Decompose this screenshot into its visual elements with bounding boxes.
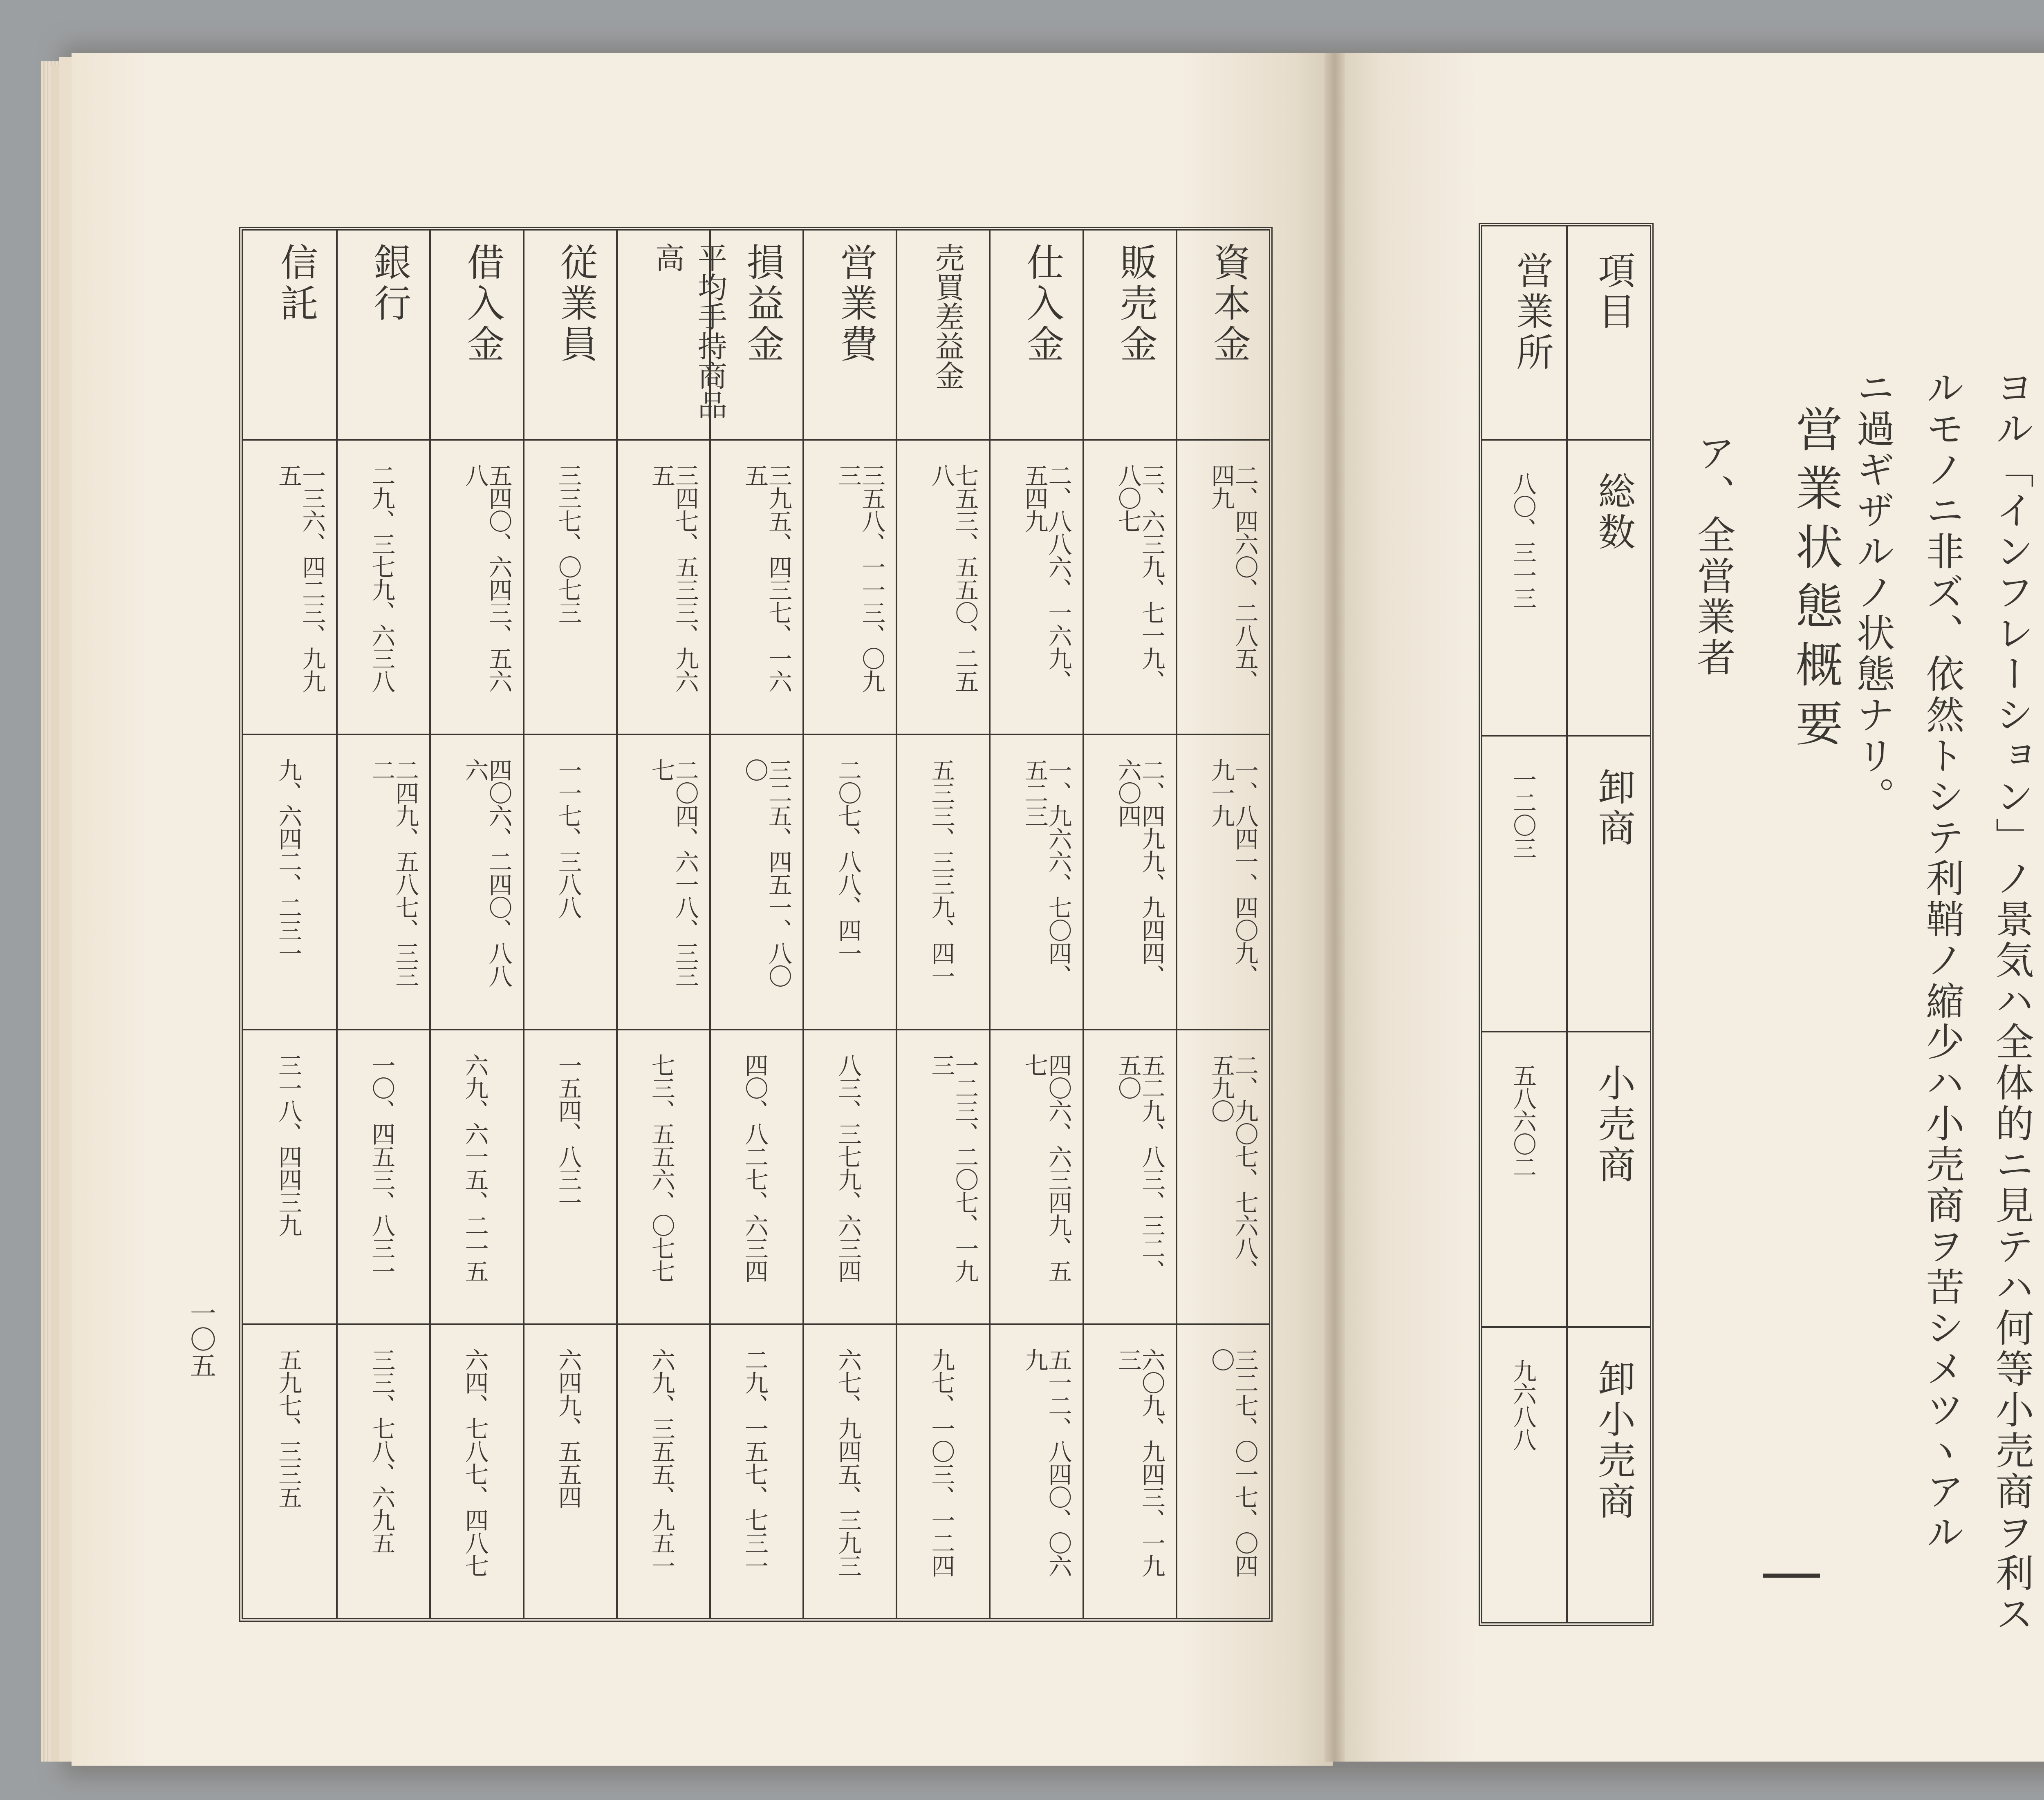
table-header-rule [243,439,1269,441]
table-column-rule [616,231,618,1618]
small-table-row-rule [1482,735,1650,737]
table-cell: 七三、五五六、〇七七 [647,1053,675,1282]
table-cell: 三二七、〇一七、〇四〇 [1207,1348,1259,1577]
small-table-row-label: 営業所 [1510,251,1554,374]
small-table-value: 一二〇三 [1509,767,1537,859]
table-cell: 二、四六〇、二八五、四九 [1207,463,1259,692]
table-cell: 五一二、八四〇、〇六九 [1020,1348,1072,1577]
small-table-column-heading: 総数 [1592,472,1636,553]
table-cell: 二〇七、八八、四一 [834,758,862,965]
table-cell: 一、八四一、四〇九、九一九 [1207,758,1259,987]
table-row-label: 仕入金 [1020,243,1065,365]
table-cell: 一三六、四二三、九九五 [274,463,326,692]
ink-dash [1763,1574,1820,1578]
table-cell: 一二三、二〇七、一九三 [927,1053,979,1282]
table-cell: 一一七、三八八 [554,758,582,919]
small-table-column-heading: 卸商 [1592,767,1636,849]
table-row-label: 信託 [274,243,318,325]
table-cell: 三一八、四四三九 [274,1053,303,1236]
table-row-label: 販売金 [1114,243,1158,365]
table-row-label: 売買差益金 [930,243,965,390]
small-table-row-rule [1482,1031,1650,1032]
small-table-column-heading: 小売商 [1592,1063,1636,1186]
table-row-label: 資本金 [1207,243,1251,365]
financial-table [239,227,1273,1622]
table-row-label: 銀行 [368,243,412,325]
table-cell: 五二九、八三、三二、五〇 [1114,1053,1165,1282]
table-cell: 三五八、一一三、〇九三 [834,463,886,692]
subsection-heading: ア、全営業者 [1690,433,1735,678]
table-cell: 六九、三五五、九五一 [647,1348,675,1577]
small-table-divider [1566,226,1568,1622]
table-cell: 二九、一五七、七三一 [741,1348,769,1577]
table-column-rule [802,231,804,1618]
business-summary-table [1479,223,1654,1626]
table-cell: 九、六四二、二三一 [274,758,303,965]
table-cell: 二四九、五八七、三三二 [368,758,419,987]
table-cell: 六〇九、九四三、一九三 [1114,1348,1165,1577]
table-row-rule [243,1029,1269,1030]
table-cell: 六七、九四五、三九三 [834,1348,862,1577]
table-cell: 一〇、四五三、八三一 [368,1053,396,1282]
table-cell: 六四九、五五四 [554,1348,582,1508]
section-title: 営業状態概要 [1788,405,1843,758]
table-column-rule [989,231,991,1618]
table-cell: 四〇六、二四〇、八八六 [461,758,513,987]
body-line: ヨル「インフレーション」ノ景気ハ全体的ニ見テハ何等小売商ヲ利ス [1989,368,2033,1635]
small-table-value: 八〇、三一三 [1509,472,1537,609]
body-line: ルモノニ非ズ、依然トシテ利鞘ノ縮少ハ小売商ヲ苦シメツヽアル [1919,368,1964,1553]
book-gutter [1325,53,1345,1762]
table-cell: 二九、三七九、六三八 [368,463,396,692]
small-table-header-label: 項目 [1592,251,1636,333]
table-cell: 二、九〇七、七六八、五九〇 [1207,1053,1259,1282]
small-table-value: 九六八八 [1509,1359,1537,1451]
table-row-label: 従業員 [554,243,598,365]
table-column-rule [1083,231,1084,1618]
table-cell: 六九、六一五、二一五 [461,1053,489,1282]
table-cell: 三二五、四五一、八〇〇 [741,758,792,987]
table-column-rule [709,231,711,1618]
table-row-label: 営業費 [834,243,878,365]
table-cell: 五九七、三三五 [274,1348,303,1508]
right-page [1334,53,2044,1762]
table-cell: 三三、七八、六九五 [368,1348,396,1554]
table-cell: 三九五、四三七、一六五 [741,463,792,692]
table-row-label: 平均手持商品高 [650,243,727,419]
table-cell: 八三、三七九、六三四 [834,1053,862,1282]
table-cell: 三、六三九、七一九、八〇七 [1114,463,1165,692]
table-cell: 四〇、八二七、六三四 [741,1053,769,1282]
table-row-rule [243,1323,1269,1325]
table-column-rule [896,231,897,1618]
table-cell: 四〇六、六三四九、五七 [1020,1053,1072,1282]
body-line: ニ過ギザルノ状態ナリ。 [1850,368,1894,817]
table-cell: 三四七、五三三、九六五 [647,463,699,692]
left-page [72,53,1333,1766]
table-cell: 一、九六六、七〇四、五二三 [1020,758,1072,987]
table-cell: 二、四九九、九四四、六〇四 [1114,758,1165,987]
table-row-label: 損益金 [741,243,784,365]
table-cell: 五三三、三三九、四一 [927,758,955,987]
small-table-header-rule [1482,439,1650,441]
table-cell: 一五四、八三一 [554,1053,582,1213]
table-cell: 七五三、五五〇、二五八 [927,463,979,692]
table-cell: 五四〇、六四三、五六八 [461,463,513,692]
table-cell: 九七、一〇三、一二四 [927,1348,955,1577]
small-table-column-heading: 卸小売商 [1592,1359,1636,1523]
table-cell: 二、八八六、一六九、五四九 [1020,463,1072,692]
table-column-rule [1176,231,1177,1618]
table-row-label: 借入金 [461,243,505,365]
table-row-rule [243,734,1269,735]
table-column-rule [523,231,524,1618]
left-page-number: 一〇五 [186,1300,216,1378]
table-cell: 二〇四、六一八、三三七 [647,758,699,987]
table-cell: 三三七、〇七三 [554,463,582,624]
table-column-rule [336,231,338,1618]
small-table-value: 五八六〇二 [1509,1063,1537,1178]
table-cell: 六四、七八七、四八七 [461,1348,489,1577]
small-table-row-rule [1482,1326,1650,1328]
table-column-rule [429,231,431,1618]
